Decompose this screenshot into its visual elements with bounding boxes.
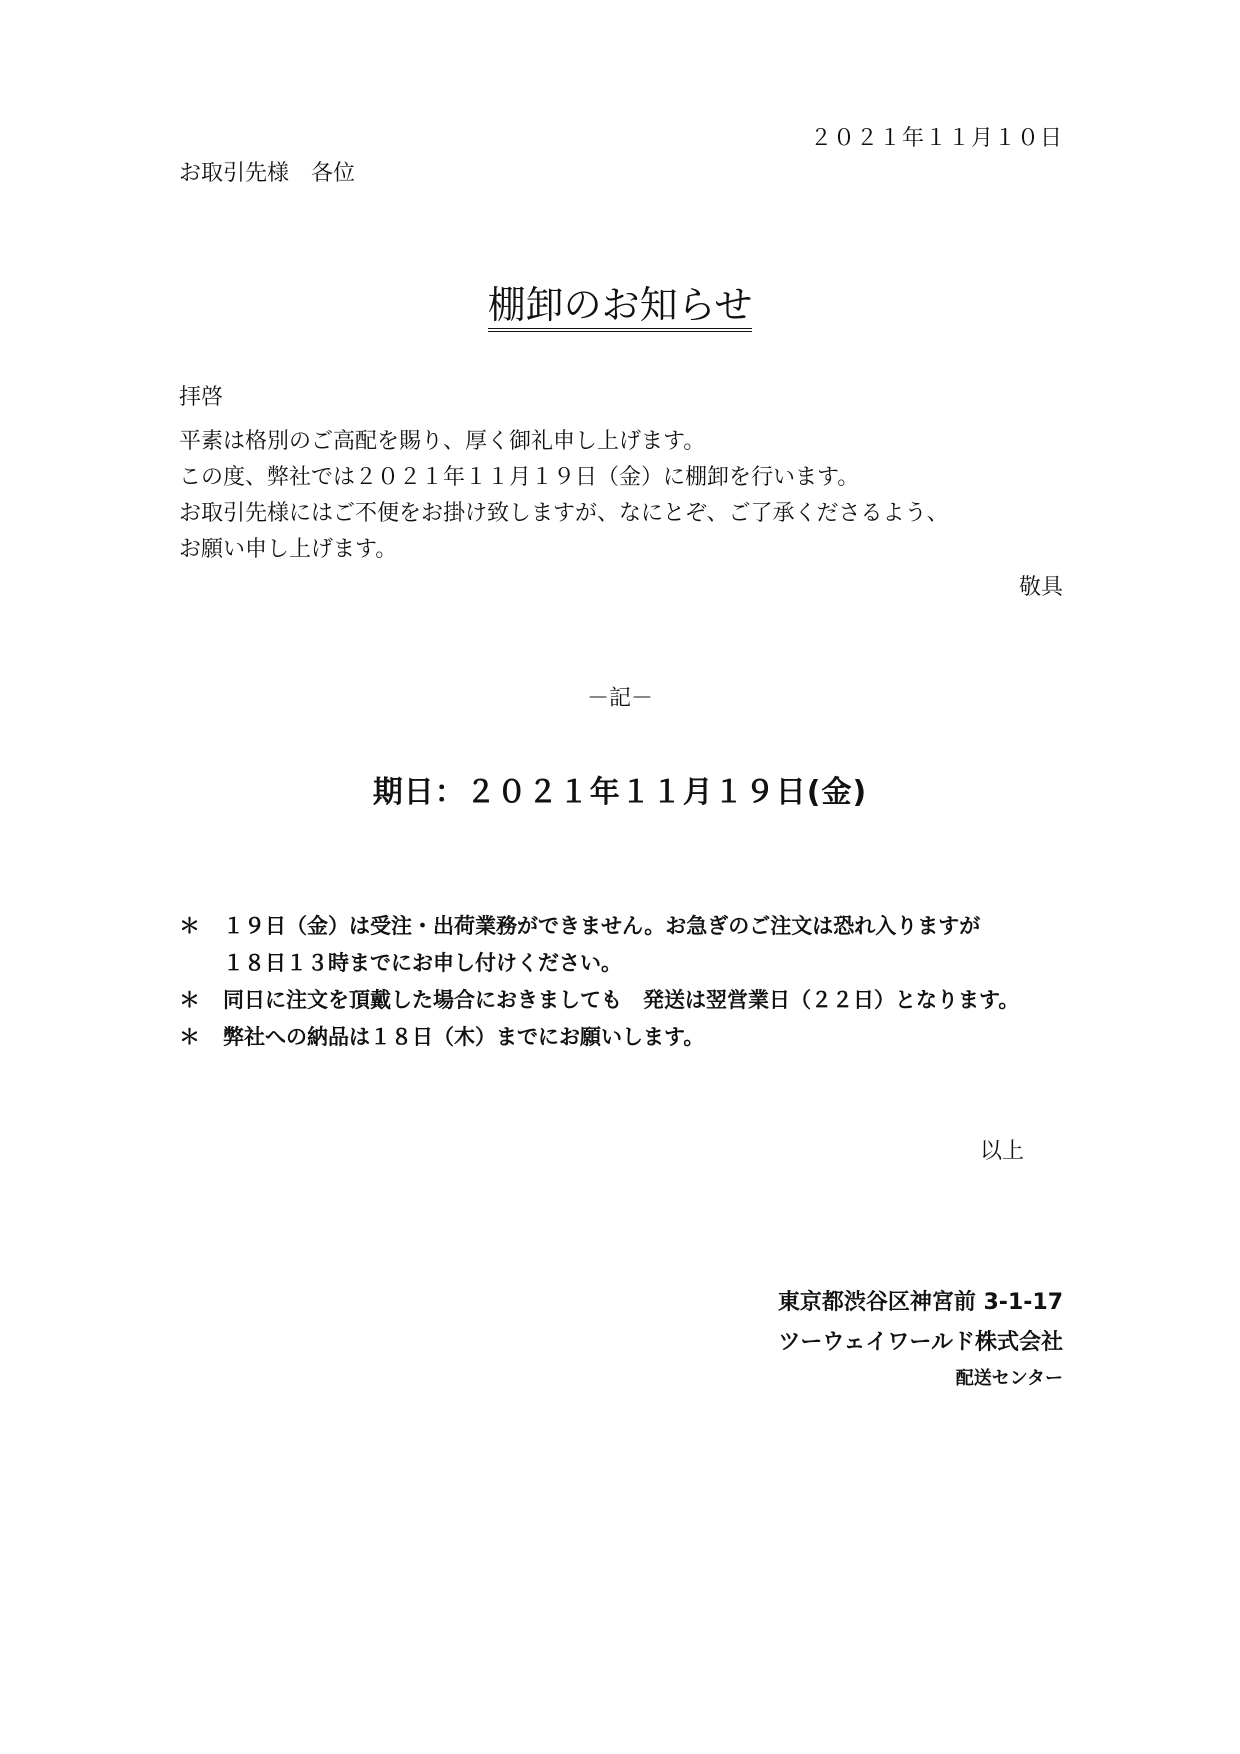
body-line: この度、弊社では２０２１年１１月１９日（金）に棚卸を行います。 (179, 465, 860, 490)
note-item (179, 1019, 1019, 1056)
sender-company: ツーウェイワールド株式会社 (778, 1330, 1063, 1355)
sender-address: 東京都渋谷区神宮前 3-1-17 (777, 1290, 1063, 1315)
asterisk-bullet-icon: ＊ (179, 914, 200, 938)
document-title-block (0, 283, 1240, 332)
record-heading: －記－ (586, 686, 653, 711)
note-item (179, 982, 1019, 1019)
asterisk-bullet-icon: ＊ (179, 988, 200, 1012)
sender-block (778, 1283, 1063, 1395)
asterisk-bullet-icon: ＊ (179, 1025, 200, 1049)
notes-list (179, 908, 1019, 1056)
salutation: 拝啓 (179, 385, 224, 410)
body-line: お願い申し上げます。 (179, 537, 398, 562)
letter-body (179, 424, 949, 568)
note-text: １９日（金）は受注・出荷業務ができません。お急ぎのご注文は恐れ入りますが (223, 914, 981, 938)
body-line: お取引先様にはご不便をお掛け致しますが、なにとぞ、ご了承くださるよう、 (179, 501, 949, 526)
document-date: ２０２１年１１月１０日 (809, 126, 1063, 151)
period-date: 期日：２０２１年１１月１９日(金) (372, 775, 868, 810)
body-line: 平素は格別のご高配を賜り、厚く御礼申し上げます。 (179, 429, 706, 454)
recipient-line: お取引先様 各位 (179, 161, 356, 186)
end-mark: 以上 (979, 1139, 1024, 1164)
note-text: 弊社への納品は１８日（木）までにお願いします。 (223, 1025, 705, 1049)
document-title: 棚卸のお知らせ (488, 286, 753, 332)
note-text: 同日に注文を頂戴した場合におきましても 発送は翌営業日（２２日）となります。 (223, 988, 1020, 1012)
note-text-continued: １８日１３時までにお申し付けください。 (223, 951, 622, 975)
note-item (179, 908, 1019, 982)
sender-department: 配送センター (955, 1368, 1063, 1389)
closing-phrase: 敬具 (1018, 575, 1063, 600)
